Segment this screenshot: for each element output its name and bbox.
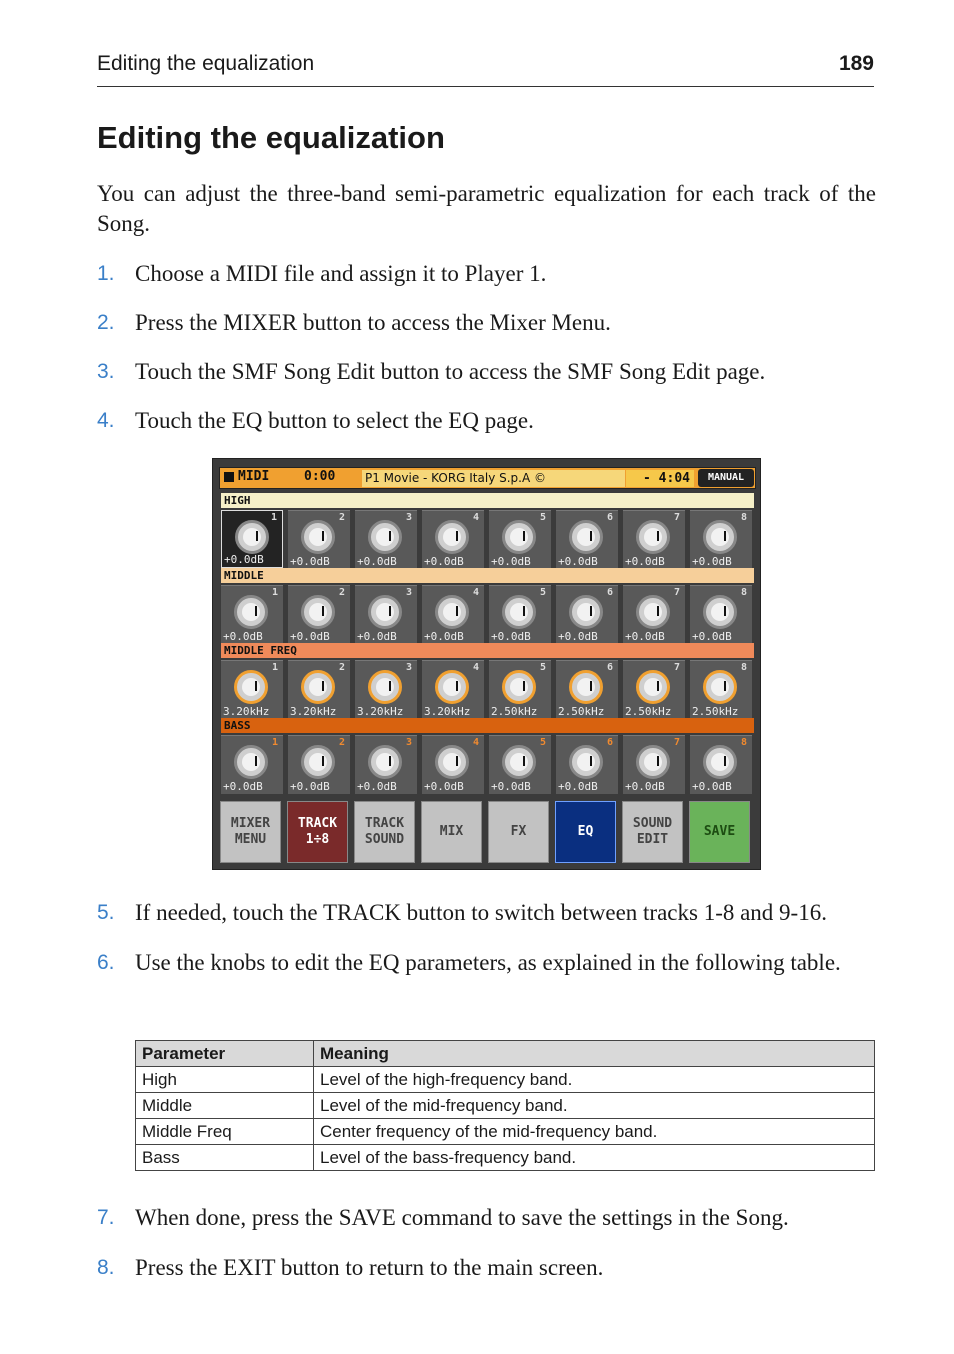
knob-icon[interactable] [636, 520, 670, 554]
mix-button[interactable]: MIX [421, 801, 482, 863]
knob-cap [577, 603, 595, 621]
knob-icon[interactable] [301, 670, 335, 704]
knob-icon[interactable] [301, 595, 335, 629]
knob-icon[interactable] [435, 520, 469, 554]
running-head [97, 52, 874, 87]
eq-knob-cell[interactable] [623, 735, 685, 794]
knob-row [221, 735, 754, 793]
elapsed-time: 0:00 [304, 469, 336, 484]
knob-icon[interactable] [502, 595, 536, 629]
section-heading: Editing the equalization [97, 120, 445, 155]
knob-icon[interactable] [703, 520, 737, 554]
knob-cap [644, 528, 662, 546]
knob-icon[interactable] [368, 670, 402, 704]
eq-band-middle [221, 568, 754, 643]
track-number: 5 [539, 662, 546, 673]
intro-paragraph: You can adjust the three-band semi-parametric equalization for each track of the Song. [97, 181, 876, 236]
knob-pointer [724, 606, 726, 616]
knob-pointer [389, 606, 391, 616]
knob-icon[interactable] [435, 595, 469, 629]
eq-knob-cell[interactable] [355, 660, 417, 719]
step-text: If needed, touch the TRACK button to switch between tracks 1-8 and 9-16. [135, 900, 827, 925]
knob-value: +0.0dB [357, 780, 397, 793]
eq-knob-cell[interactable] [422, 660, 484, 719]
track-number: 5 [539, 737, 546, 748]
column-header: Meaning [314, 1041, 875, 1067]
eq-knob-cell[interactable] [690, 735, 752, 794]
running-head-title: Editing the equalization [97, 52, 315, 75]
knob-icon[interactable] [569, 520, 603, 554]
eq-knob-cell[interactable] [288, 735, 350, 794]
eq-knob-cell[interactable] [623, 660, 685, 719]
knob-pointer [523, 756, 525, 766]
knob-cap [309, 678, 327, 696]
parameter-table [135, 1040, 875, 1171]
track-number: 7 [673, 512, 680, 523]
eq-knob-cell[interactable] [623, 585, 685, 644]
knob-value: 3.20kHz [223, 705, 270, 718]
knob-row [221, 510, 754, 568]
knob-value: 2.50kHz [558, 705, 605, 718]
band-label: MIDDLE FREQ [221, 643, 754, 658]
track-number: 5 [539, 587, 546, 598]
knob-icon[interactable] [636, 595, 670, 629]
midi-label: MIDI [238, 469, 270, 484]
knob-cap [243, 528, 261, 546]
step-4 [97, 406, 876, 436]
step-1 [97, 259, 876, 289]
knob-cap [443, 678, 461, 696]
eq-screen-screenshot [212, 458, 761, 870]
step-text: Press the EXIT button to return to the main screen. [135, 1255, 604, 1280]
knob-icon[interactable] [502, 670, 536, 704]
track-number: 4 [472, 512, 479, 523]
knob-value: +0.0dB [625, 780, 665, 793]
eq-band-middle-freq [221, 643, 754, 718]
knob-pointer [590, 681, 592, 691]
eq-knob-cell[interactable] [422, 585, 484, 644]
knob-cap [376, 603, 394, 621]
mixer-menu-button[interactable]: MIXER MENU [220, 801, 281, 863]
knob-value: 3.20kHz [357, 705, 404, 718]
knob-value: 2.50kHz [491, 705, 538, 718]
save-button[interactable]: SAVE [689, 801, 750, 863]
parameter-cell: High [136, 1067, 314, 1093]
knob-pointer [389, 756, 391, 766]
knob-cap [309, 603, 327, 621]
eq-knob-cell[interactable] [623, 510, 685, 569]
track-number: 8 [740, 587, 747, 598]
step-5 [97, 898, 876, 928]
track-sound-button[interactable]: TRACK SOUND [354, 801, 415, 863]
knob-cap [376, 753, 394, 771]
knob-cap [644, 753, 662, 771]
knob-icon[interactable] [368, 745, 402, 779]
knob-value: 2.50kHz [625, 705, 672, 718]
step-text: Touch the EQ button to select the EQ page. [135, 408, 534, 433]
eq-knob-cell[interactable] [221, 735, 283, 794]
step-number: 5. [97, 901, 115, 924]
track-number: 2 [338, 737, 345, 748]
step-text: Use the knobs to edit the EQ parameters, as explained in the following table. [135, 950, 841, 975]
knob-value: +0.0dB [558, 630, 598, 643]
step-number: 8. [97, 1256, 115, 1279]
knob-value: +0.0dB [491, 630, 531, 643]
step-number: 6. [97, 951, 115, 974]
knob-value: +0.0dB [223, 780, 263, 793]
knob-icon[interactable] [435, 670, 469, 704]
band-label: BASS [221, 718, 754, 733]
knob-value: +0.0dB [558, 555, 598, 568]
track-number: 1 [271, 737, 278, 748]
track-number: 3 [405, 512, 412, 523]
track-number: 2 [338, 587, 345, 598]
step-number: 1. [97, 262, 115, 285]
track-number: 7 [673, 662, 680, 673]
eq-knob-cell[interactable] [221, 510, 283, 568]
knob-cap [510, 603, 528, 621]
manual-button[interactable]: MANUAL [698, 469, 754, 487]
step-text: Choose a MIDI file and assign it to Player 1. [135, 261, 547, 286]
track-number: 5 [539, 512, 546, 523]
eq-knob-cell[interactable] [355, 510, 417, 569]
eq-knob-cell[interactable] [221, 660, 283, 719]
track-number: 6 [606, 587, 613, 598]
track-number: 4 [472, 737, 479, 748]
bottom-button-bar [220, 801, 755, 863]
knob-icon[interactable] [368, 520, 402, 554]
knob-pointer [322, 681, 324, 691]
eq-knob-cell[interactable] [288, 660, 350, 719]
knob-cap [510, 753, 528, 771]
knob-cap [242, 678, 260, 696]
track-number: 3 [405, 662, 412, 673]
track-number: 1 [270, 512, 277, 523]
track-number: 7 [673, 587, 680, 598]
track-button[interactable]: TRACK 1÷8 [287, 801, 348, 863]
knob-pointer [590, 531, 592, 541]
knob-value: +0.0dB [290, 630, 330, 643]
knob-value: +0.0dB [290, 555, 330, 568]
knob-pointer [657, 606, 659, 616]
knob-icon[interactable] [502, 745, 536, 779]
knob-cap [443, 603, 461, 621]
track-number: 2 [338, 662, 345, 673]
table-row [136, 1119, 875, 1145]
knob-pointer [657, 531, 659, 541]
track-number: 8 [740, 512, 747, 523]
track-number: 8 [740, 737, 747, 748]
knob-cap [644, 603, 662, 621]
knob-value: +0.0dB [223, 630, 263, 643]
knob-pointer [590, 606, 592, 616]
eq-button[interactable]: EQ [555, 801, 616, 863]
meaning-cell: Level of the bass-frequency band. [314, 1145, 875, 1171]
knob-value: +0.0dB [625, 630, 665, 643]
eq-knob-cell[interactable] [690, 660, 752, 719]
knob-pointer [590, 756, 592, 766]
knob-cap [644, 678, 662, 696]
knob-pointer [724, 531, 726, 541]
knob-row [221, 660, 754, 718]
knob-cap [376, 678, 394, 696]
step-number: 3. [97, 360, 115, 383]
knob-cap [443, 753, 461, 771]
meaning-cell: Level of the high-frequency band. [314, 1067, 875, 1093]
knob-icon[interactable] [234, 595, 268, 629]
knob-pointer [523, 531, 525, 541]
knob-value: +0.0dB [357, 555, 397, 568]
eq-knob-cell[interactable] [288, 585, 350, 644]
knob-cap [376, 528, 394, 546]
knob-icon[interactable] [301, 745, 335, 779]
eq-knob-cell[interactable] [556, 585, 618, 644]
band-label: MIDDLE [221, 568, 754, 583]
knob-value: +0.0dB [692, 630, 732, 643]
knob-pointer [389, 681, 391, 691]
knob-cap [242, 603, 260, 621]
track-number: 6 [606, 662, 613, 673]
knob-pointer [657, 681, 659, 691]
track-number: 4 [472, 662, 479, 673]
sound-edit-button[interactable]: SOUND EDIT [622, 801, 683, 863]
knob-pointer [255, 681, 257, 691]
knob-cap [711, 528, 729, 546]
knob-value: +0.0dB [692, 555, 732, 568]
knob-value: +0.0dB [491, 555, 531, 568]
knob-cap [510, 678, 528, 696]
knob-icon[interactable] [636, 745, 670, 779]
knob-icon[interactable] [502, 520, 536, 554]
knob-pointer [523, 606, 525, 616]
knob-pointer [456, 756, 458, 766]
table-row [136, 1145, 875, 1171]
knob-icon[interactable] [636, 670, 670, 704]
knob-cap [309, 753, 327, 771]
knob-cap [443, 528, 461, 546]
remaining-time: - 4:04 [626, 470, 694, 487]
eq-band-high [221, 493, 754, 568]
knob-icon[interactable] [234, 745, 268, 779]
knob-pointer [657, 756, 659, 766]
knob-cap [577, 528, 595, 546]
step-text: When done, press the SAVE command to save the settings in the Song. [135, 1205, 789, 1230]
knob-icon[interactable] [703, 745, 737, 779]
step-8 [97, 1253, 876, 1283]
step-number: 4. [97, 409, 115, 432]
stop-icon [224, 472, 234, 482]
knob-pointer [523, 681, 525, 691]
knob-pointer [724, 756, 726, 766]
track-number: 1 [271, 662, 278, 673]
knob-value: +0.0dB [424, 555, 464, 568]
knob-cap [242, 753, 260, 771]
track-number: 8 [740, 662, 747, 673]
knob-cap [711, 753, 729, 771]
song-name: P1 Movie - KORG Italy S.p.A © [362, 470, 625, 487]
column-header: Parameter [136, 1041, 314, 1067]
knob-icon[interactable] [703, 670, 737, 704]
knob-value: +0.0dB [424, 630, 464, 643]
knob-pointer [322, 531, 324, 541]
knob-cap [577, 678, 595, 696]
step-7 [97, 1203, 876, 1233]
knob-value: +0.0dB [625, 555, 665, 568]
knob-pointer [724, 681, 726, 691]
knob-value: +0.0dB [424, 780, 464, 793]
knob-value: +0.0dB [491, 780, 531, 793]
knob-icon[interactable] [301, 520, 335, 554]
knob-value: +0.0dB [692, 780, 732, 793]
track-number: 3 [405, 737, 412, 748]
eq-knob-cell[interactable] [489, 510, 551, 569]
fx-button[interactable]: FX [488, 801, 549, 863]
knob-icon[interactable] [234, 670, 268, 704]
knob-icon[interactable] [569, 670, 603, 704]
knob-pointer [456, 531, 458, 541]
knob-cap [309, 528, 327, 546]
knob-icon[interactable] [569, 745, 603, 779]
track-number: 1 [271, 587, 278, 598]
knob-value: 2.50kHz [692, 705, 739, 718]
step-2 [97, 308, 876, 338]
eq-knob-cell[interactable] [355, 735, 417, 794]
eq-knob-cell[interactable] [422, 735, 484, 794]
eq-band-bass [221, 718, 754, 793]
meaning-cell: Level of the mid-frequency band. [314, 1093, 875, 1119]
parameter-cell: Middle Freq [136, 1119, 314, 1145]
eq-knob-cell[interactable] [556, 660, 618, 719]
knob-icon[interactable] [703, 595, 737, 629]
step-text: Touch the SMF Song Edit button to access the SMF Song Edit page. [135, 359, 766, 384]
eq-knob-cell[interactable] [422, 510, 484, 569]
step-number: 7. [97, 1206, 115, 1229]
eq-knob-cell[interactable] [556, 735, 618, 794]
knob-pointer [255, 606, 257, 616]
parameter-cell: Middle [136, 1093, 314, 1119]
table-header-row [136, 1041, 875, 1067]
track-number: 6 [606, 512, 613, 523]
step-6 [97, 948, 876, 978]
track-number: 3 [405, 587, 412, 598]
knob-row [221, 585, 754, 643]
knob-pointer [456, 681, 458, 691]
table-row [136, 1093, 875, 1119]
eq-knob-cell[interactable] [690, 510, 752, 569]
eq-knob-cell[interactable] [221, 585, 283, 644]
knob-cap [711, 603, 729, 621]
eq-knob-cell[interactable] [355, 585, 417, 644]
eq-knob-cell[interactable] [288, 510, 350, 569]
step-3 [97, 357, 876, 387]
knob-pointer [256, 531, 258, 541]
step-text: Press the MIXER button to access the Mixer Menu. [135, 310, 611, 335]
knob-value: 3.20kHz [424, 705, 471, 718]
knob-icon[interactable] [435, 745, 469, 779]
eq-knob-cell[interactable] [489, 660, 551, 719]
knob-value: +0.0dB [224, 553, 264, 566]
knob-pointer [456, 606, 458, 616]
knob-pointer [255, 756, 257, 766]
eq-knob-cell[interactable] [556, 510, 618, 569]
knob-pointer [322, 756, 324, 766]
knob-icon[interactable] [368, 595, 402, 629]
knob-value: +0.0dB [558, 780, 598, 793]
knob-icon[interactable] [569, 595, 603, 629]
page-number: 189 [838, 52, 874, 75]
status-bar [219, 467, 756, 489]
parameter-cell: Bass [136, 1145, 314, 1171]
knob-pointer [322, 606, 324, 616]
track-number: 7 [673, 737, 680, 748]
step-number: 2. [97, 311, 115, 334]
track-number: 6 [606, 737, 613, 748]
knob-cap [510, 528, 528, 546]
knob-icon[interactable] [235, 520, 269, 554]
meaning-cell: Center frequency of the mid-frequency band. [314, 1119, 875, 1145]
table-row [136, 1067, 875, 1093]
knob-value: +0.0dB [290, 780, 330, 793]
knob-cap [577, 753, 595, 771]
eq-knob-cell[interactable] [489, 735, 551, 794]
knob-value: +0.0dB [357, 630, 397, 643]
knob-pointer [389, 531, 391, 541]
knob-value: 3.20kHz [290, 705, 337, 718]
band-label: HIGH [221, 493, 754, 508]
eq-knob-cell[interactable] [489, 585, 551, 644]
track-number: 4 [472, 587, 479, 598]
track-number: 2 [338, 512, 345, 523]
eq-knob-cell[interactable] [690, 585, 752, 644]
knob-cap [711, 678, 729, 696]
